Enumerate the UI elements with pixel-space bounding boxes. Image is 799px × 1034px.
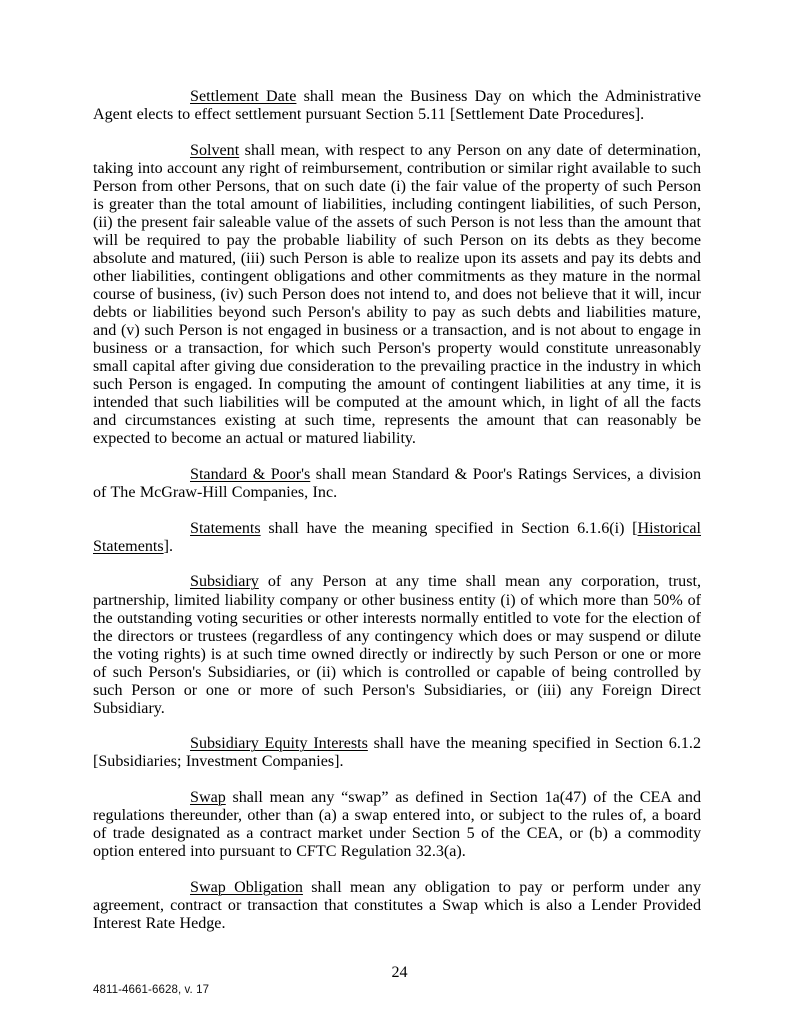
defined-term-swap: Swap bbox=[190, 789, 226, 807]
definition-text-swap-obligation: shall mean any obligation to pay or perform under any agreement, contract or transaction that constitutes a Swap which is also a Lender Provided Interest Rate Hedge. bbox=[93, 878, 702, 932]
definition-standard-and-poors bbox=[93, 466, 701, 502]
document-body bbox=[93, 88, 701, 933]
page-number: 24 bbox=[391, 964, 408, 981]
defined-term-statements: Statements bbox=[190, 519, 261, 537]
definition-subsidiary-equity-interests bbox=[93, 735, 701, 771]
definition-text-statements-tail: ]. bbox=[163, 537, 174, 555]
defined-term-swap-obligation: Swap Obligation bbox=[190, 878, 303, 896]
definition-text-swap: shall mean any “swap” as defined in Section 1a(47) of the CEA and regulations thereunder, other than (a) a swap entered into, or subject to the rules of, a board of trade designated as a contract market under Section 5 of the CEA, or (b) a commodity option entered into pursuant to CFTC Regulation 32.3(a). bbox=[93, 789, 701, 861]
definition-solvent bbox=[93, 142, 701, 449]
definition-text-settlement-date: shall mean the Business Day on which the Administrative Agent elects to effect settlement pursuant Section 5.11 [Settlement Date Procedures]. bbox=[93, 88, 701, 124]
definition-statements bbox=[93, 520, 701, 556]
definition-text-standard-and-poors: shall mean Standard & Poor's Ratings Services, a division of The McGraw-Hill Companies, Inc. bbox=[93, 466, 701, 502]
defined-term-standard-and-poors: Standard & Poor's bbox=[190, 466, 311, 484]
defined-term-settlement-date: Settlement Date bbox=[190, 88, 297, 105]
definition-text-statements: shall have the meaning specified in Section 6.1.6(i) [ bbox=[260, 519, 638, 537]
cross-reference-historical-statements: Historical Statements bbox=[93, 519, 701, 555]
definition-subsidiary bbox=[93, 573, 701, 717]
footer-document-id: 4811-4661-6628, v. 17 bbox=[93, 984, 210, 996]
definition-settlement-date bbox=[93, 88, 701, 124]
definition-text-subsidiary-equity-interests: shall have the meaning specified in Section 6.1.2 [Subsidiaries; Investment Companies]. bbox=[93, 735, 701, 771]
defined-term-subsidiary-equity-interests: Subsidiary Equity Interests bbox=[190, 735, 368, 753]
defined-term-subsidiary: Subsidiary bbox=[190, 573, 259, 591]
defined-term-solvent: Solvent bbox=[190, 141, 240, 159]
definition-text-subsidiary: of any Person at any time shall mean any corporation, trust, partnership, limited liability company or other business entity (i) of which more than 50% of the outstanding voting securities or other interests normally entitled to vote for the election of the directors or trustees (regardless of any contingency which does or may suspend or dilute the voting rights) is at such time owned directly or indirectly by such Person or one or more of such Person's Subsidiaries, or (ii) which is controlled or capable of being controlled by such Person or one or more of such Person's Subsidiaries, or (iii) any Foreign Direct Subsidiary. bbox=[93, 573, 701, 717]
definition-swap bbox=[93, 789, 701, 861]
definition-swap-obligation bbox=[93, 879, 701, 933]
definition-text-solvent: shall mean, with respect to any Person on any date of determination, taking into account any right of reimbursement, contribution or similar right available to such Person from other Persons, that on such date (i) the fair value of the property of such Person is greater than the total amount of liabilities, including contingent liabilities, of such Person, (ii) the present fair saleable value of the assets of such Person is not less than the amount that will be required to pay the probable liability of such Person on its debts as they become absolute and matured, (iii) such Person is able to realize upon its assets and pay its debts and other liabilities, contingent obligations and other commitments as they mature in the normal course of business, (iv) such Person does not intend to, and does not believe that it will, incur debts or liabilities beyond such Person's ability to pay as such debts and liabilities mature, and (v) such Person is not engaged in business or a transaction, and is not about to engage in business or a transaction, for which such Person's property would constitute unreasonably small capital after giving due consideration to the prevailing practice in the industry in which such Person is engaged. In computing the amount of contingent liabilities at any time, it is intended that such liabilities will be computed at the amount which, in light of all the facts and circumstances existing at such time, represents the amount that can reasonably be expected to become an actual or matured liability. bbox=[93, 141, 701, 448]
